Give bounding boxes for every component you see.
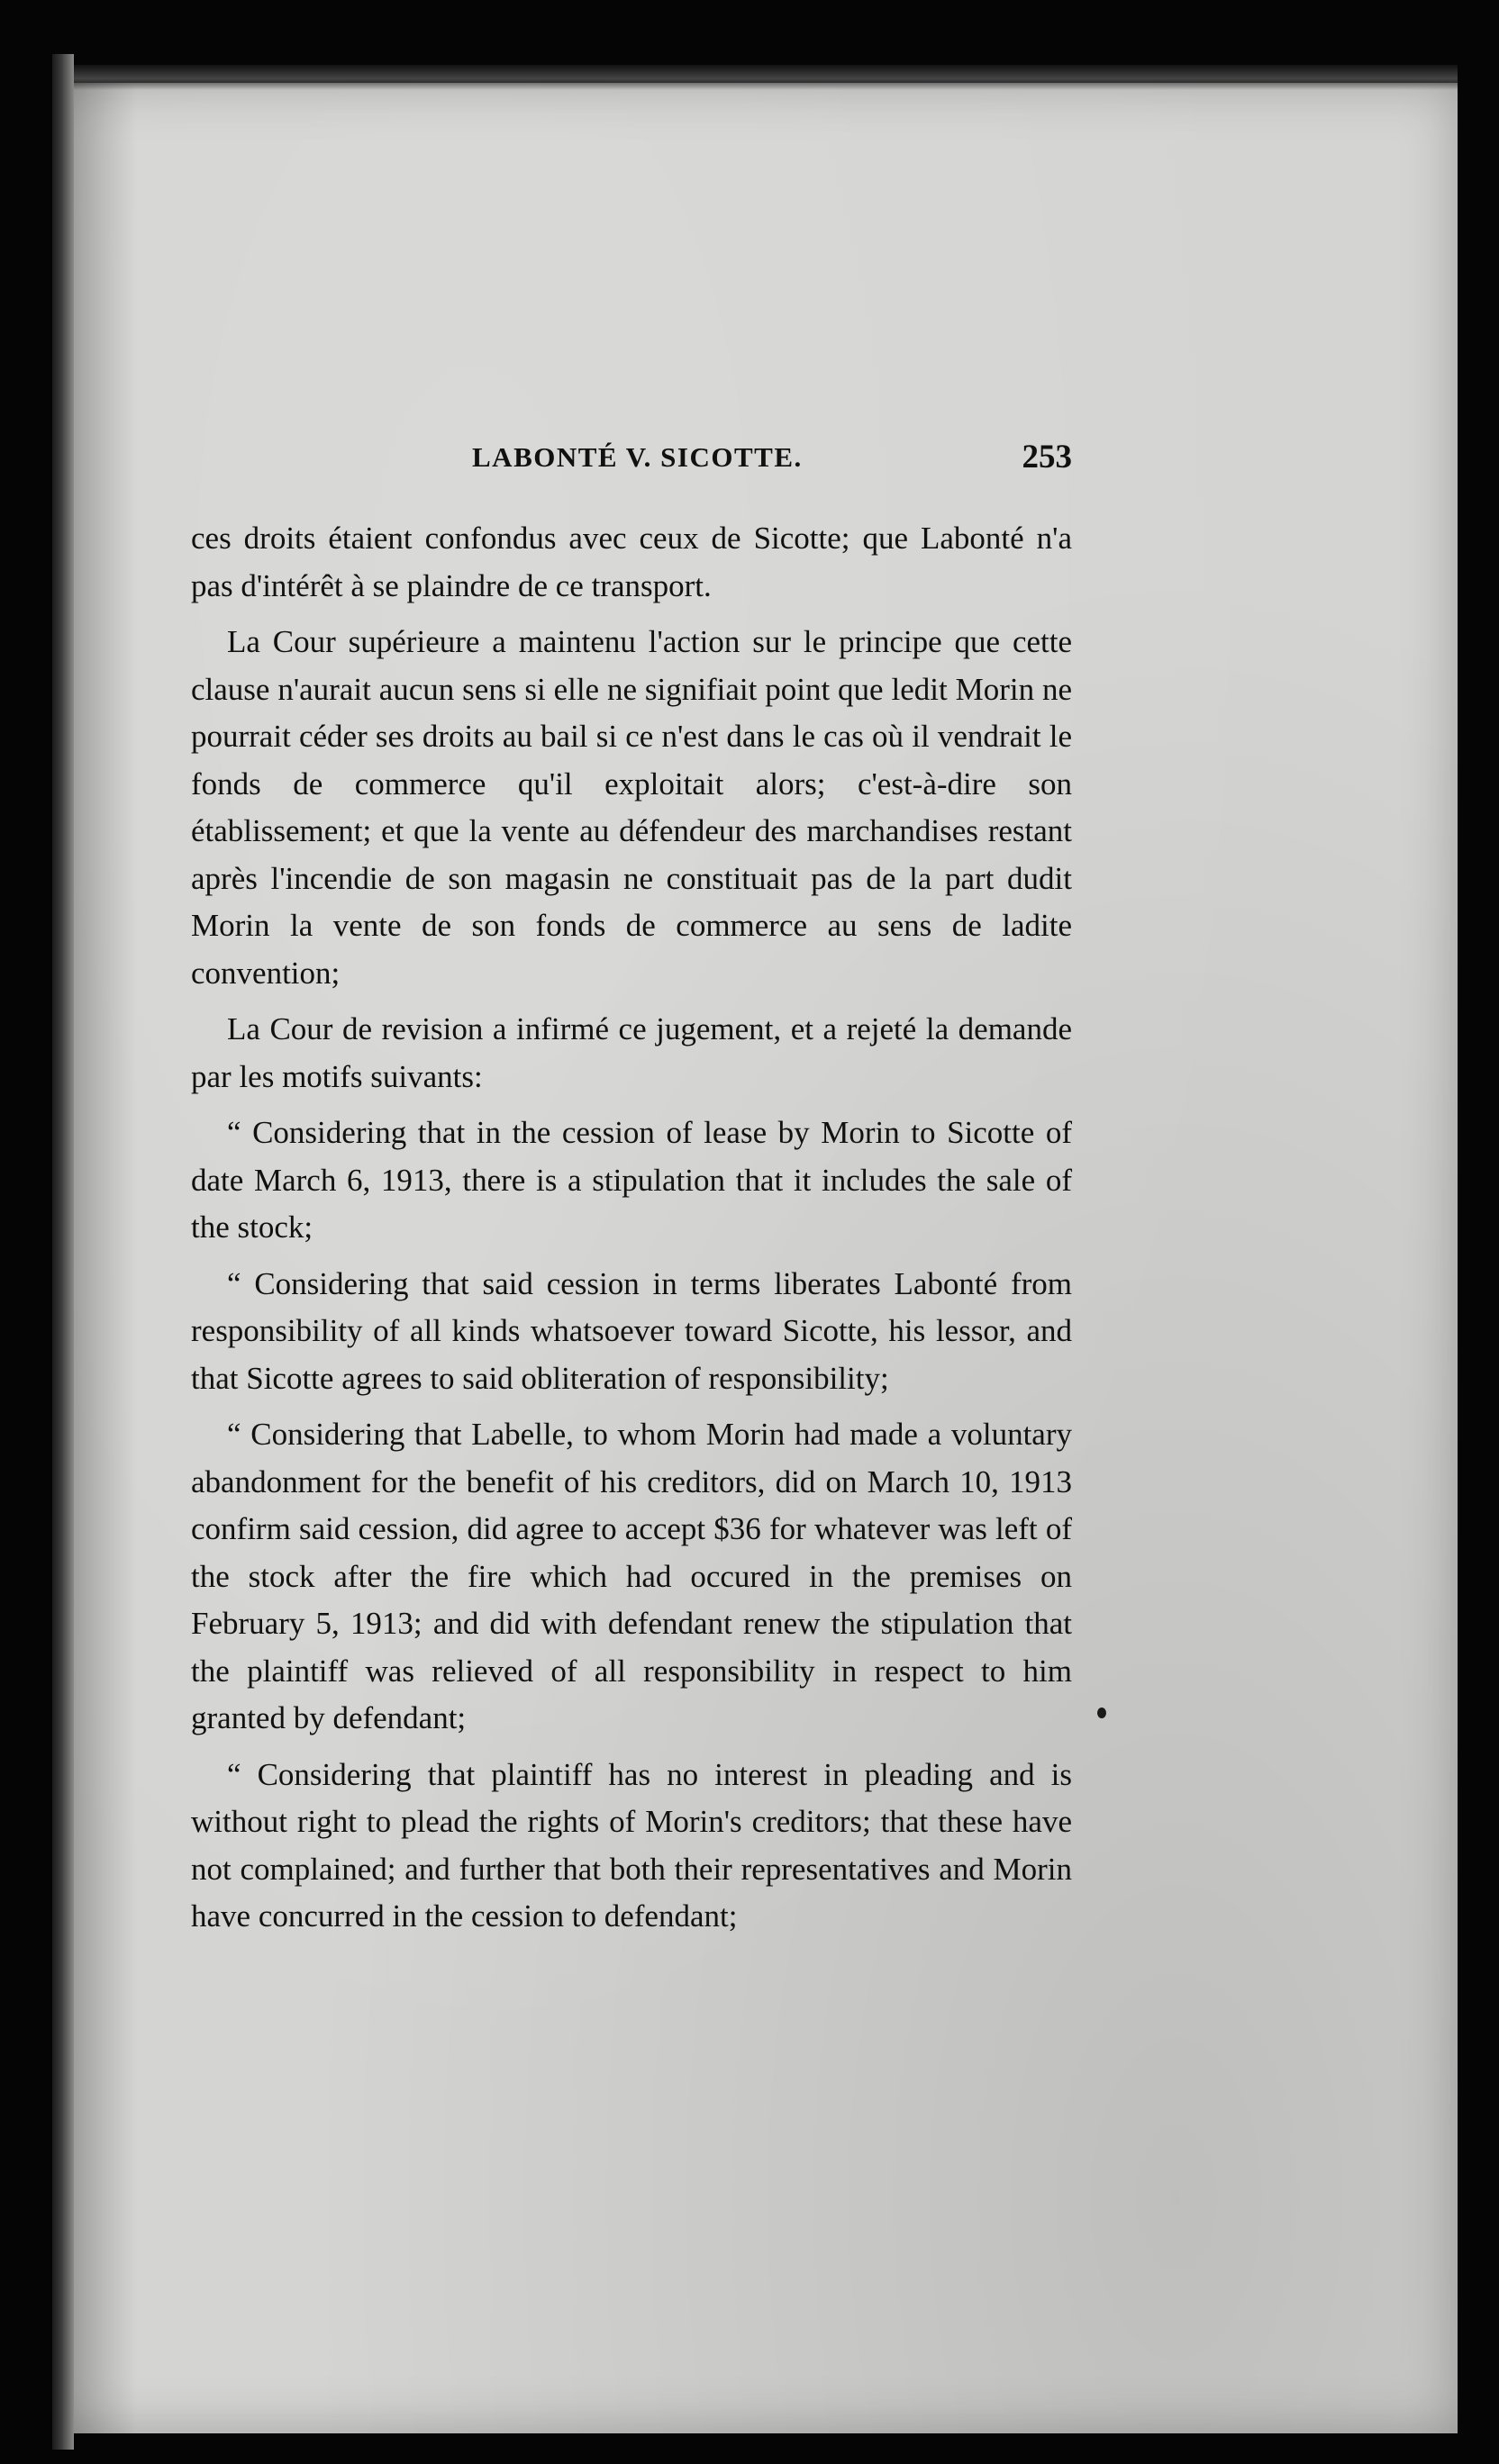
paragraph-considering-1: “ Considering that in the cession of lease by Morin to Sicotte of date March 6, 1913, there is a stipulation that it includes the sale of the stock; xyxy=(191,1115,1072,1245)
paragraph-continuation: ces droits étaient confondus avec ceux de Sicotte; que Labonté n'a pas d'intérêt à se plaindre de ce transport. xyxy=(191,521,1072,603)
paragraph-considering-2: “ Considering that said cession in terms liberates Labonté from responsibility of all kinds whatsoever toward Sicotte, his lessor, and that Sicotte agrees to said obliteration of responsibility; xyxy=(191,1265,1072,1396)
page-top-edge xyxy=(74,65,1458,90)
page-number: 253 xyxy=(1022,439,1072,476)
paragraph-considering-3: “ Considering that Labelle, to whom Morin had made a voluntary abandonment for the benefit of his creditors, did on March 10, 1913 confirm said cession, did agree to accept $36 for whatever was left of the stock after the fire which had occured in the premises on February 5, 1913; and did with defendant renew the stipulation that the plaintiff was relieved of all responsibility in respect to him granted by defendant; xyxy=(191,1417,1072,1735)
running-head xyxy=(191,441,1072,495)
gutter-shadow xyxy=(74,83,137,2433)
ink-speck xyxy=(1097,1708,1106,1718)
running-title: LABONTÉ V. SICOTTE. xyxy=(472,441,803,473)
page-text-block xyxy=(191,441,1072,1950)
paragraph-cour-superieure: La Cour supérieure a maintenu l'action sur le principe que cette clause n'aurait aucun sens si elle ne signifiait point que ledit Morin ne pourrait céder ses droits au bail si ce n'est dans le cas où il vendrait le fonds de commerce qu'il exploitait alors; c'est-à-dire son établissement; et que la vente au défendeur des marchandises restant après l'incendie de son magasin ne constituait pas de la part dudit Morin la vente de son fonds de commerce au sens de ladite convention; xyxy=(191,624,1072,991)
paragraph-cour-revision: La Cour de revision a infirmé ce jugement, et a rejeté la demande par les motifs suivants: xyxy=(191,1011,1072,1094)
binding-edge xyxy=(52,54,74,2450)
paragraph-considering-4: “ Considering that plaintiff has no interest in pleading and is without right to plead the rights of Morin's creditors; that these have not complained; and further that both their representatives and Morin have concurred in the cession to defendant; xyxy=(191,1756,1072,1934)
